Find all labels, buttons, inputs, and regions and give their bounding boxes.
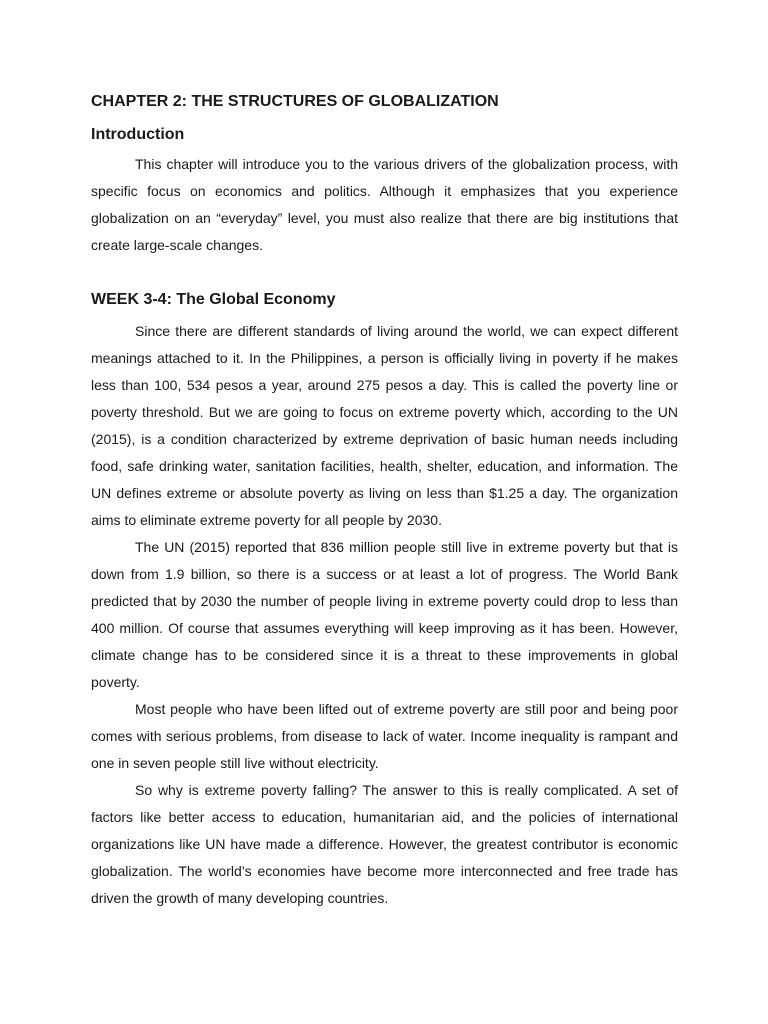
chapter-title: CHAPTER 2: THE STRUCTURES OF GLOBALIZATION xyxy=(91,93,499,110)
week-heading: WEEK 3-4: The Global Economy xyxy=(91,291,336,308)
introduction-heading: Introduction xyxy=(91,126,185,143)
body-paragraph-3: Most people who have been lifted out of extreme poverty are still poor and being poor comes with serious problems, from disease to lack of water. Income inequality is rampant and one in seven people still live without electricity. xyxy=(91,701,678,771)
body-paragraph-4: So why is extreme poverty falling? The answer to this is really complicated. A set of factors like better access to education, humanitarian aid, and the policies of international organizations like UN have made a difference. However, the greatest contributor is economic globalization. The world’s economies have become more interconnected and free trade has driven the growth of many developing countries. xyxy=(91,782,678,906)
body-paragraph-1: Since there are different standards of living around the world, we can expect different meanings attached to it. In the Philippines, a person is officially living in poverty if he makes less than 100, 534 pesos a year, around 275 pesos a day. This is called the poverty line or poverty threshold. But we are going to focus on extreme poverty which, according to the UN (2015), is a condition characterized by extreme deprivation of basic human needs including food, safe drinking water, sanitation facilities, health, shelter, education, and information. The UN defines extreme or absolute poverty as living on less than $1.25 a day. The organization aims to eliminate extreme poverty for all people by 2030. xyxy=(91,323,678,528)
document-body xyxy=(91,90,678,912)
body-paragraph-2: The UN (2015) reported that 836 million people still live in extreme poverty but that is down from 1.9 billion, so there is a success or at least a lot of progress. The World Bank predicted that by 2030 the number of people living in extreme poverty could drop to less than 400 million. Of course that assumes everything will keep improving as it has been. However, climate change has to be considered since it is a threat to these improvements in global poverty. xyxy=(91,539,678,690)
introduction-paragraph: This chapter will introduce you to the various drivers of the globalization process, with specific focus on economics and politics. Although it emphasizes that you experience globalization on an “everyday” level, you must also realize that there are big institutions that create large-scale changes. xyxy=(91,156,678,253)
